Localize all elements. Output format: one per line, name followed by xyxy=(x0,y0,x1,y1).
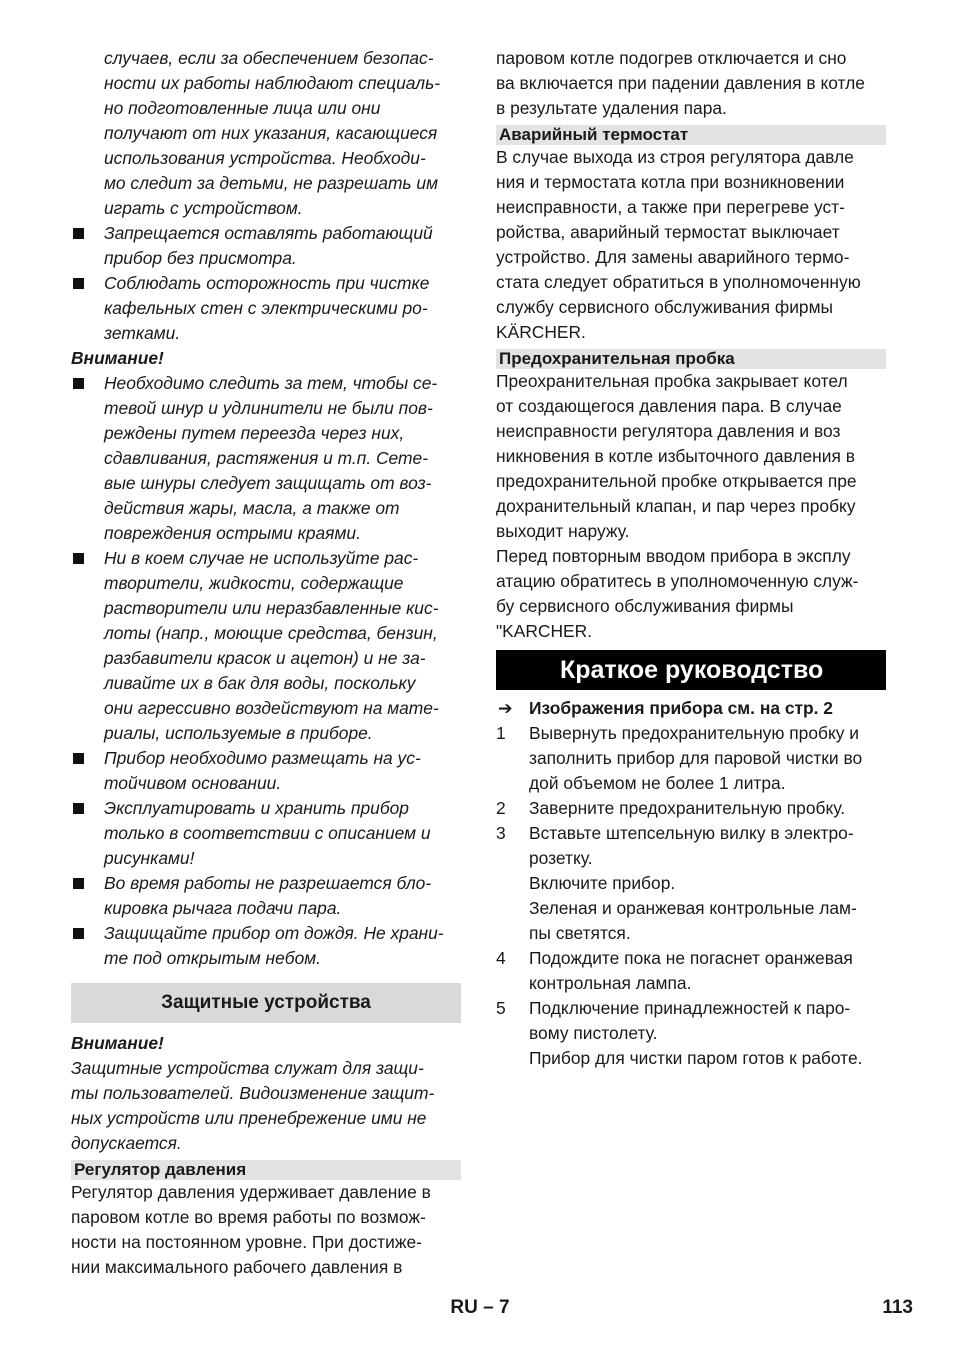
protective-paragraph: Защитные устройства служат для защи- ты пользователей. Видоизменение защит- ных устройств или пренебрежение ими не допускается. xyxy=(71,1058,435,1153)
square-bullet-icon xyxy=(73,753,84,764)
square-bullet-icon xyxy=(73,803,84,814)
pressure-paragraph-continued: паровом котле подогрев отключается и сно ва включается при падении давления в котле в результате удаления пара. xyxy=(496,48,865,118)
step-item: 2 Заверните предохранительную пробку. xyxy=(496,796,886,821)
square-bullet-icon xyxy=(73,228,84,239)
bullet-item: Необходимо следить за тем, чтобы се- тевой шнур и удлинители не были пов- реждены путем переезда через них, сдавливания, растяжения и т.п. Сете- вые шнуры следует защищать от воз- действия жары, масла, а также от повреждения острыми краями. xyxy=(71,371,461,546)
square-bullet-icon xyxy=(73,553,84,564)
step-number: 2 xyxy=(496,798,506,818)
step-item: 5 Подключение принадлежностей к паро- вому пистолету. Прибор для чистки паром готов к работе. xyxy=(496,998,863,1068)
intro-paragraph: случаев, если за обеспечением безопас- ности их работы наблюдают специаль- но подготовленные лица или они получают от них указания, касающиеся использования устройства. Необходи- мо следит за детьми, не разрешать им играть с устройством. xyxy=(104,48,441,218)
bullet-item: Соблюдать осторожность при чистке кафельных стен с электрическими ро- зетками. xyxy=(71,271,461,346)
bullet-item: Прибор необходимо размещать на ус- тойчивом основании. xyxy=(71,746,461,796)
step-item: 3 Вставьте штепсельную вилку в электро- розетку. Включите прибор. Зеленая и оранжевая контрольные лам- пы светятся. xyxy=(496,823,857,943)
square-bullet-icon xyxy=(73,878,84,889)
subheading-safety-plug: Предохранительная пробка xyxy=(496,349,886,369)
bullet-item: Запрещается оставлять работающий прибор без присмотра. xyxy=(71,221,461,271)
footer-section-label: RU – 7 xyxy=(450,1297,510,1318)
bullet-item: Защищайте прибор от дождя. Не храни- те под открытым небом. xyxy=(71,921,461,971)
thermostat-paragraph: В случае выхода из строя регулятора давле ния и термостата котла при возникновении неисправности, а также при перегреве уст- ройства, аварийный термостат выключает устройство. Для замены аварийного термо- стата следует обратиться в уполномоченную службу сервисного обслуживания фирмы KÄRCHER. xyxy=(496,147,861,342)
section-heading-quick-guide: Краткое руководство xyxy=(496,650,886,690)
step-number: 1 xyxy=(496,723,506,743)
step-number: 4 xyxy=(496,948,506,968)
footer-page-number: 113 xyxy=(882,1297,913,1318)
square-bullet-icon xyxy=(73,928,84,939)
bullet-item: Эксплуатировать и хранить прибор только в соответствии с описанием и рисунками! xyxy=(71,796,461,871)
plug-paragraph: Преохранительная пробка закрывает котел от создающегося давления пара. В случае неисправности регулятора давления и воз никновения в котле избыточного давления в предохранительной пробке открывается пре дохранительный клапан, и пар через пробку выходит наружу. xyxy=(496,371,857,541)
bullet-item: Во время работы не разрешается бло- кировка рычага подачи пара. xyxy=(71,871,461,921)
plug-paragraph-2: Перед повторным вводом прибора в эксплу атацию обратитесь в уполномоченную служ- бу сервисного обслуживания фирмы "KARCHER. xyxy=(496,546,859,641)
square-bullet-icon xyxy=(73,378,84,389)
arrow-right-icon: ➔ xyxy=(498,698,513,718)
attention-label: Внимание! xyxy=(71,348,164,368)
step-number: 5 xyxy=(496,998,506,1018)
subheading-emergency-thermostat: Аварийный термостат xyxy=(496,125,886,145)
square-bullet-icon xyxy=(73,278,84,289)
section-heading-protective-devices: Защитные устройства xyxy=(71,983,461,1023)
pressure-paragraph: Регулятор давления удерживает давление в паровом котле во время работы по возмож- ности на постоянном уровне. При достиже- нии максимального рабочего давления в xyxy=(71,1182,431,1277)
subheading-pressure-regulator: Регулятор давления xyxy=(71,1160,461,1180)
right-column xyxy=(496,46,886,1071)
step-number: 3 xyxy=(496,823,506,843)
figure-reference: ➔ Изображения прибора см. на стр. 2 xyxy=(496,696,886,721)
step-item: 1 Вывернуть предохранительную пробку и заполнить прибор для паровой чистки во дой объемом не более 1 литра. xyxy=(496,723,863,793)
step-item: 4 Подождите пока не погаснет оранжевая контрольная лампа. xyxy=(496,948,853,993)
left-column xyxy=(71,46,461,1280)
bullet-item: Ни в коем случае не используйте рас- творители, жидкости, содержащие растворители или неразбавленные кис- лоты (напр., моющие средства, бензин, разбавители красок и ацетон) и не за- ливайте их в бак для воды, поскольку они агрессивно воздействуют на мате- риалы, используемые в приборе. xyxy=(71,546,461,746)
attention-label: Внимание! xyxy=(71,1033,164,1053)
